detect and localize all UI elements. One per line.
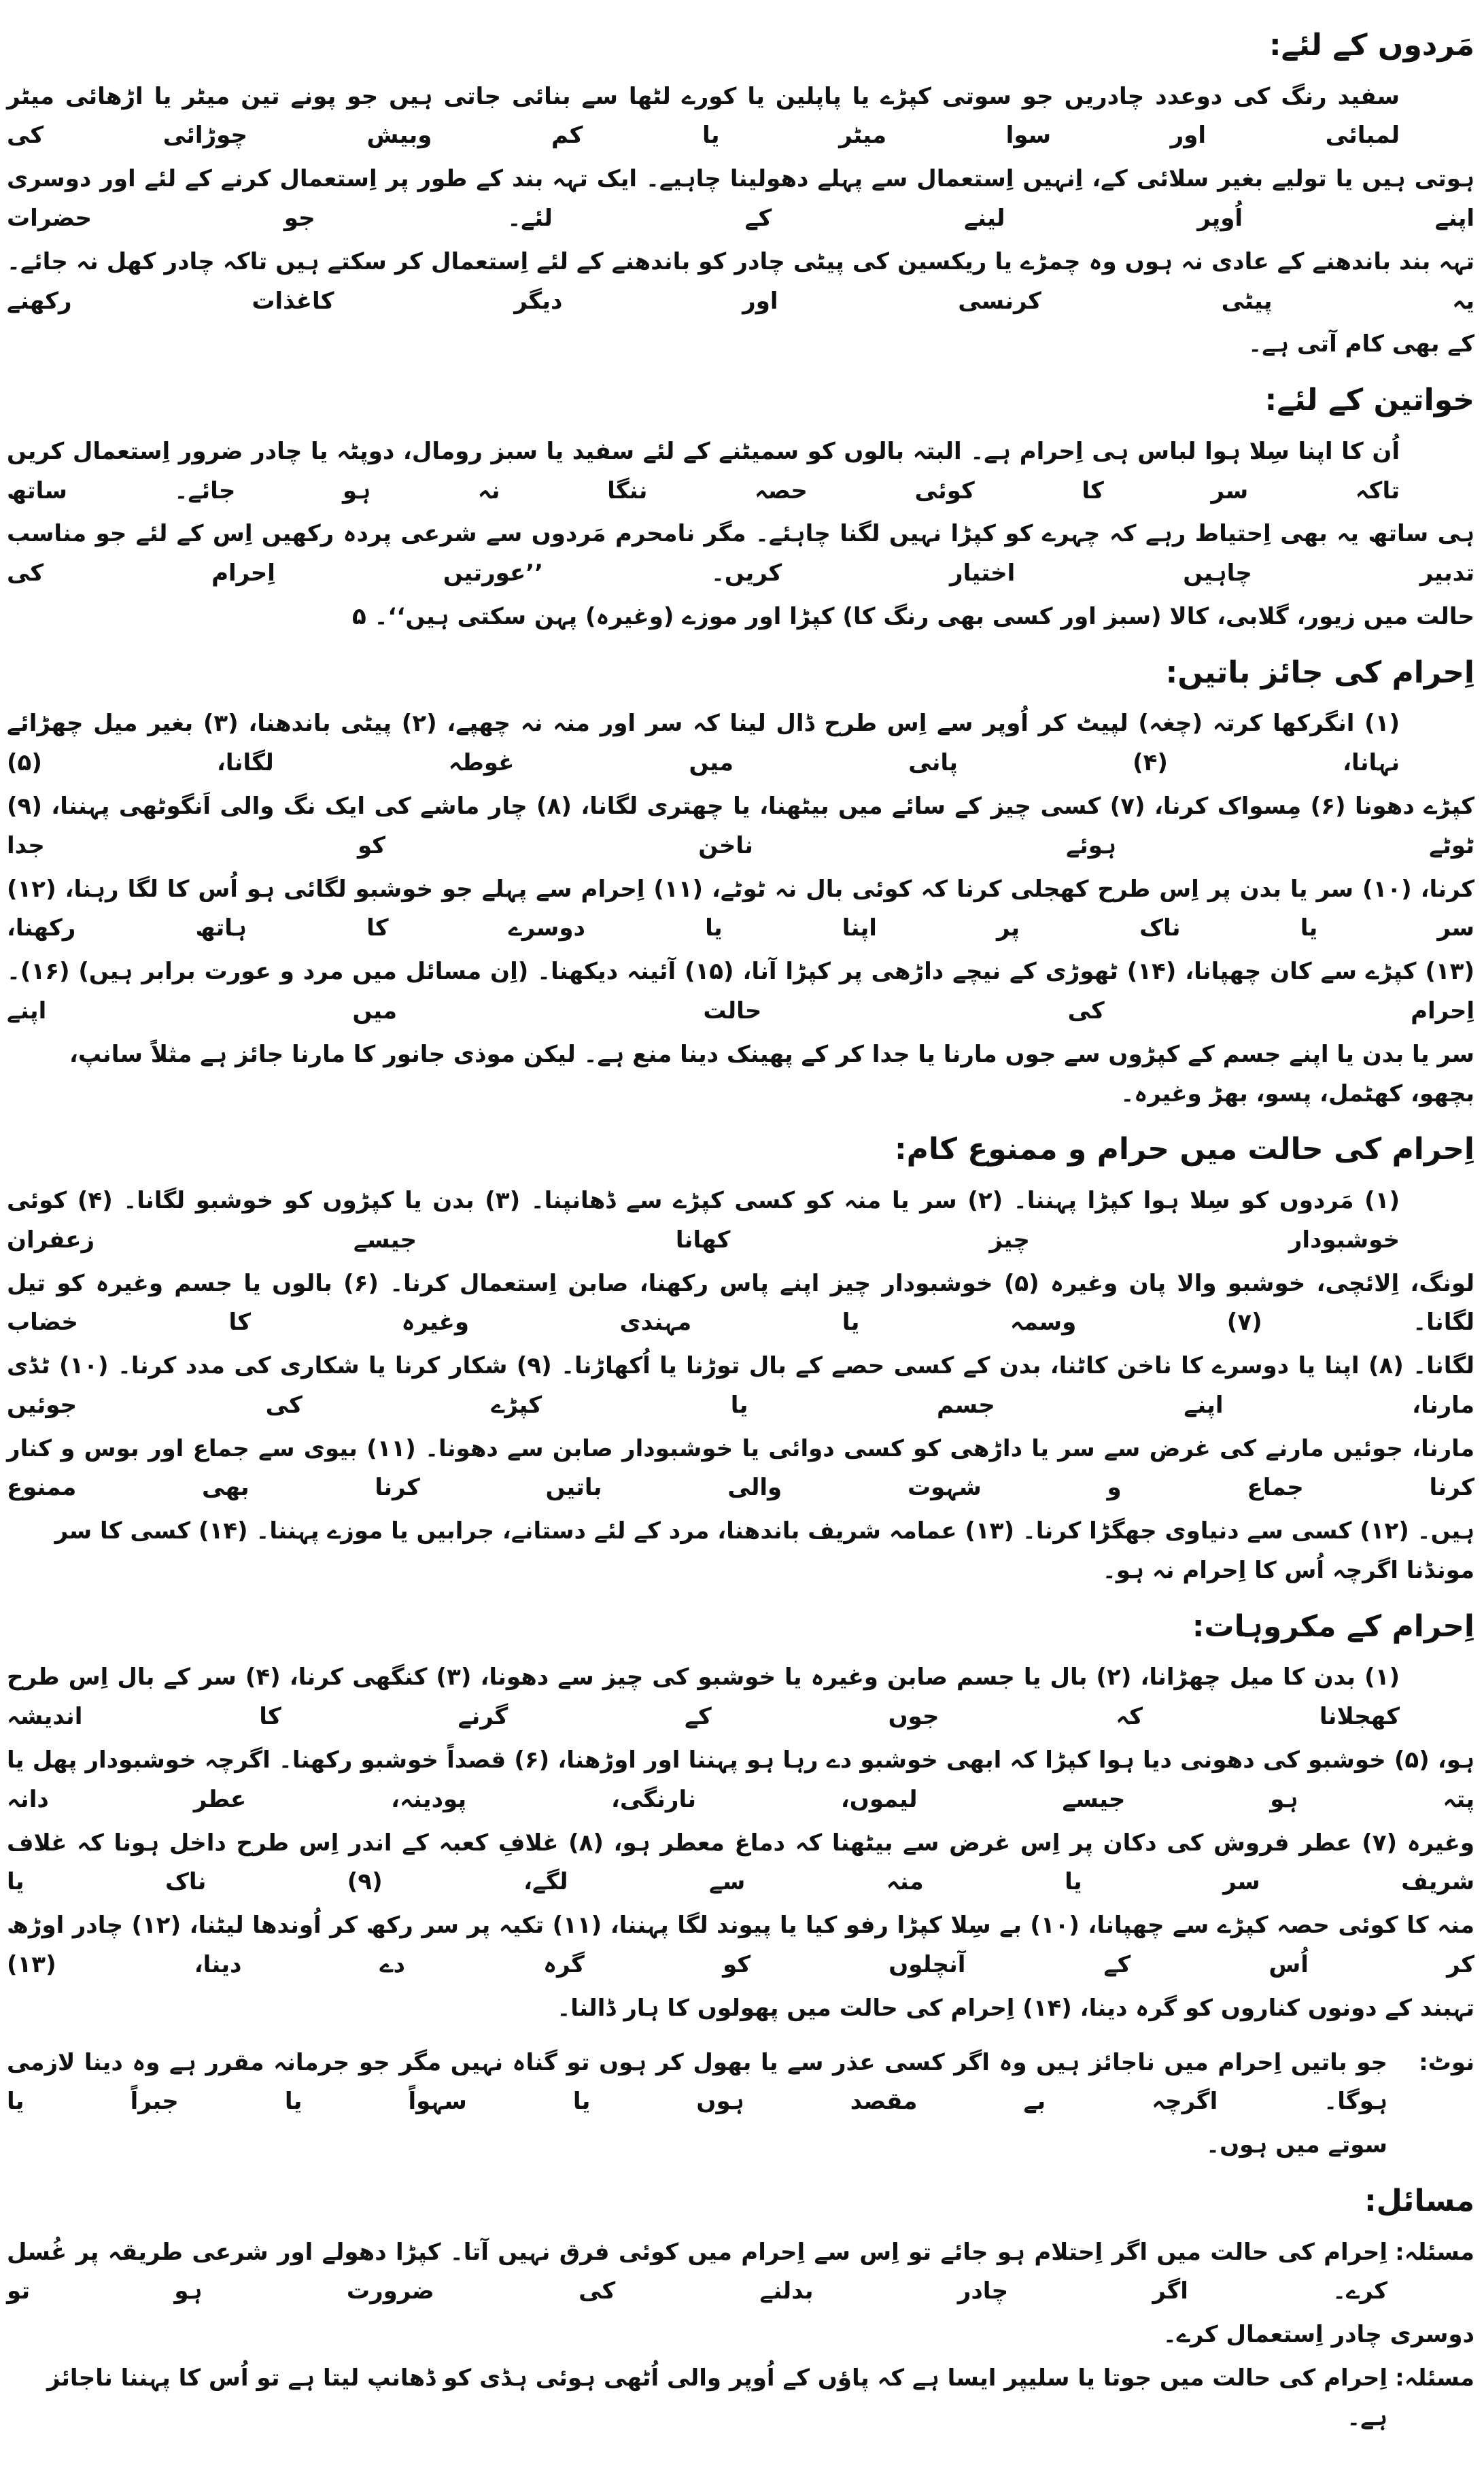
- paragraph-line: وغیرہ (۷) عطر فروش کی دکان پر اِس غرض سے بیٹھنا کہ دماغ معطر ہو، (۸) غلافِ کعبہ کے اندر اِس طرح داخل ہونا کہ غلاف شریف سر یا منہ سے لگے، (۹) ناک یا: [7, 1829, 1475, 1896]
- issue-line: اِحرام کی حالت میں جوتا یا سلیپر ایسا ہے کہ پاؤں کے اُوپر والی اُٹھی ہوئی ہڈی کو ڈھانپ لیتا ہے تو اُس کا پہننا ناجائز ہے۔: [47, 2364, 1387, 2431]
- paragraph-line: (۱) انگرکھا کرتہ (چغہ) لپیٹ کر اُوپر سے اِس طرح ڈال لینا کہ سر اور منہ نہ چھپے، (۲) پیٹی باندھنا، (۳) بغیر میل چھڑائے نہانا، (۴) پانی میں غوطہ لگانا، (۵): [7, 710, 1400, 777]
- issue-item: [7, 2359, 1474, 2438]
- paragraph-line: (۱) بدن کا میل چھڑانا، (۲) بال یا جسم صابن وغیرہ یا خوشبو کی چیز سے دھونا، (۳) کنگھی کرنا، (۴) سر کے بال اِس طرح کھجلانا کہ جوں کے گرنے کا اندیشہ: [7, 1664, 1400, 1731]
- section-issues: [7, 2180, 1474, 2438]
- note-line: سوتے میں ہوں۔: [1206, 2131, 1387, 2159]
- section-heading-forbidden: اِحرام کی حالت میں حرام و ممنوع کام:: [894, 1132, 1474, 1167]
- paragraph-line: ہی ساتھ یہ بھی اِحتیاط رہے کہ چہرے کو کپڑا نہیں لگنا چاہئے۔ مگر نامحرم مَردوں سے شرعی پردہ رکھیں اِس کے لئے جو مناسب تدبیر چاہیں اختیار کریں۔ ’’عورتیں اِحرام کی: [7, 520, 1474, 587]
- section-women: [7, 379, 1474, 637]
- section-heading-men: مَردوں کے لئے:: [1269, 28, 1474, 63]
- issue-line: دوسری چادر اِستعمال کرے۔: [1162, 2321, 1474, 2349]
- paragraph-line: کرنا، (۱۰) سر یا بدن پر اِس طرح کھجلی کرنا کہ کوئی بال نہ ٹوٹے، (۱۱) اِحرام سے پہلے جو خوشبو لگائی ہو اُس کا لگا رہنا، (۱۲) سر یا ناک پر اپنا یا دوسرے کا ہاتھ رکھنا،: [7, 875, 1475, 942]
- section-disliked: [7, 1606, 1474, 2029]
- paragraph-line: سفید رنگ کی دوعدد چادریں جو سوتی کپڑے یا پاپلین یا کورے لٹھا سے بنائی جاتی ہیں جو پونے تین میٹر یا اڑھائی میٹر لمبائی اور سوا میٹر یا کم وبیش چوڑائی کی: [7, 82, 1400, 150]
- section-heading-disliked: اِحرام کے مکروہات:: [1192, 1608, 1474, 1644]
- paragraph-line: لگانا۔ (۸) اپنا یا دوسرے کا ناخن کاٹنا، بدن کے کسی حصے کے بال توڑنا یا اُکھاڑنا۔ (۹) شکار کرنا یا شکاری کی مدد کرنا۔ (۱۰) ٹڈی مارنا، اپنے جسم یا کپڑے کی جوئیں: [7, 1352, 1474, 1419]
- paragraph-line: (۱۳) کپڑے سے کان چھپانا، (۱۴) ٹھوڑی کے نیچے داڑھی پر کپڑا آنا، (۱۵) آئینہ دیکھنا۔ (اِن مسائل میں مرد و عورت برابر ہیں) (۱۶)۔ اِحرام کی حالت میں اپنے: [7, 958, 1474, 1024]
- paragraph-line: کے بھی کام آتی ہے۔: [1248, 330, 1474, 358]
- issue-item: [7, 2233, 1474, 2312]
- note-block: [7, 2044, 1474, 2122]
- paragraph-line: اُن کا اپنا سِلا ہوا لباس ہی اِحرام ہے۔ البتہ بالوں کو سمیٹنے کے لئے سفید یا سبز رومال، دوپٹہ یا چادر ضرور اِستعمال کریں تاکہ سر کا کوئی حصہ ننگا نہ ہو جائے۔ ساتھ: [7, 437, 1400, 504]
- section-men: [7, 24, 1474, 364]
- paragraph-line: تہہ بند باندھنے کے عادی نہ ہوں وہ چمڑے یا ریکسین کی پیٹی چادر کو باندھنے کے لئے اِستعمال کر سکتے ہیں تاکہ چادر کھل نہ جائے۔ یہ پیٹی کرنسی اور دیگر کاغذات رکھنے: [7, 247, 1474, 315]
- paragraph-line: حالت میں زیور، گلابی، کالا (سبز اور کسی بھی رنگ کا) کپڑا اور موزے (وغیرہ) پہن سکتی ہیں‘‘۔ ۵: [351, 602, 1474, 630]
- paragraph-line: (۱) مَردوں کو سِلا ہوا کپڑا پہننا۔ (۲) سر یا منہ کو کسی کپڑے سے ڈھانپنا۔ (۳) بدن یا کپڑوں کو خوشبو لگانا۔ (۴) کوئی خوشبودار چیز کھانا جیسے زعفران: [7, 1186, 1400, 1254]
- issue-label: مسئلہ:: [1395, 2238, 1474, 2266]
- section-heading-issues: مسائل:: [1364, 2184, 1474, 2219]
- section-heading-permitted: اِحرام کی جائز باتیں:: [1165, 655, 1474, 690]
- paragraph-line: مارنا، جوئیں مارنے کی غرض سے سر یا داڑھی کو کسی دوائی یا خوشبودار صابن سے دھونا۔ (۱۱) بیوی سے جماع اور بوس و کنار کرنا جماع و شہوت والی باتیں کرنا بھی ممنوع: [7, 1434, 1474, 1502]
- section-heading-women: خواتین کے لئے:: [1264, 383, 1474, 418]
- paragraph-line: ہیں۔ (۱۲) کسی سے دنیاوی جھگڑا کرنا۔ (۱۳) عمامہ شریف باندھنا، مرد کے لئے دستانے، جرابیں یا موزے پہننا۔ (۱۴) کسی کا سر مونڈنا اگرچہ اُس کا اِحرام نہ ہو۔: [54, 1517, 1474, 1585]
- section-permitted: [7, 652, 1474, 1114]
- paragraph-line: لونگ، اِلائچی، خوشبو والا پان وغیرہ (۵) خوشبودار چیز اپنے پاس رکھنا، صابن اِستعمال کرنا۔ (۶) بالوں یا جسم وغیرہ کو تیل لگانا۔ (۷) وسمہ یا مہندی وغیرہ کا خضاب: [7, 1269, 1474, 1337]
- paragraph-line: سر یا بدن یا اپنے جسم کے کپڑوں سے جوں مارنا یا جدا کر کے پھینک دینا منع ہے۔ لیکن موذی جانور کا مارنا جائز ہے مثلاً سانپ، بچھو، کھٹمل، پسو، بھڑ وغیرہ۔: [69, 1040, 1474, 1107]
- issue-line: اِحرام کی حالت میں اگر اِحتلام ہو جائے تو اِس سے اِحرام میں کوئی فرق نہیں آتا۔ کپڑا دھولے اور شرعی طریقہ پر غُسل کرے۔ اگر چادر بدلنے کی ضرورت ہو تو: [7, 2238, 1387, 2305]
- paragraph-line: منہ کا کوئی حصہ کپڑے سے چھپانا، (۱۰) بے سِلا کپڑا رفو کیا یا پیوند لگا پہننا، (۱۱) تکیہ پر سر رکھ کر اُوندھا لیٹنا، (۱۲) چادر اوڑھ کر اُس کے آنچلوں کو گرہ دے دینا، (۱۳): [7, 1912, 1475, 1979]
- note-section: [7, 2044, 1474, 2165]
- issue-label: مسئلہ:: [1395, 2364, 1474, 2392]
- section-forbidden: [7, 1129, 1474, 1591]
- note-line: جو باتیں اِحرام میں ناجائز ہیں وہ اگر کسی عذر سے یا بھول کر ہوں تو گناہ نہیں مگر جو جرمانہ مقرر ہے وہ دینا لازمی ہوگا۔ اگرچہ بے مقصد ہوں یا سہواً یا جبراً یا: [7, 2048, 1387, 2116]
- paragraph-line: ہوتی ہیں یا تولیے بغیر سلائی کے، اِنہیں اِستعمال سے پہلے دھولینا چاہیے۔ ایک تہہ بند کے طور پر اِستعمال کرنے کے لئے اور دوسری اپنے اُوپر لینے کے لئے۔ جو حضرات: [7, 165, 1474, 232]
- paragraph-line: کپڑے دھونا (۶) مِسواک کرنا، (۷) کسی چیز کے سائے میں بیٹھنا، یا چھتری لگانا، (۸) چار ماشے کی ایک نگ والی اَنگوٹھی پہننا، (۹) ٹوٹے ہوئے ناخن کو جدا: [7, 792, 1474, 859]
- paragraph-line: تہبند کے دونوں کناروں کو گرہ دینا، (۱۴) اِحرام کی حالت میں پھولوں کا ہار ڈالنا۔: [557, 1994, 1474, 2022]
- note-label: نوٹ:: [1419, 2048, 1474, 2076]
- paragraph-line: ہو، (۵) خوشبو کی دھونی دیا ہوا کپڑا کہ ابھی خوشبو دے رہا ہو پہننا اور اوڑھنا، (۶) قصداً خوشبو رکھنا۔ اگرچہ خوشبودار پھل یا پتہ ہو جیسے لیموں، نارنگی، پودینہ، عطر دانہ: [7, 1746, 1474, 1813]
